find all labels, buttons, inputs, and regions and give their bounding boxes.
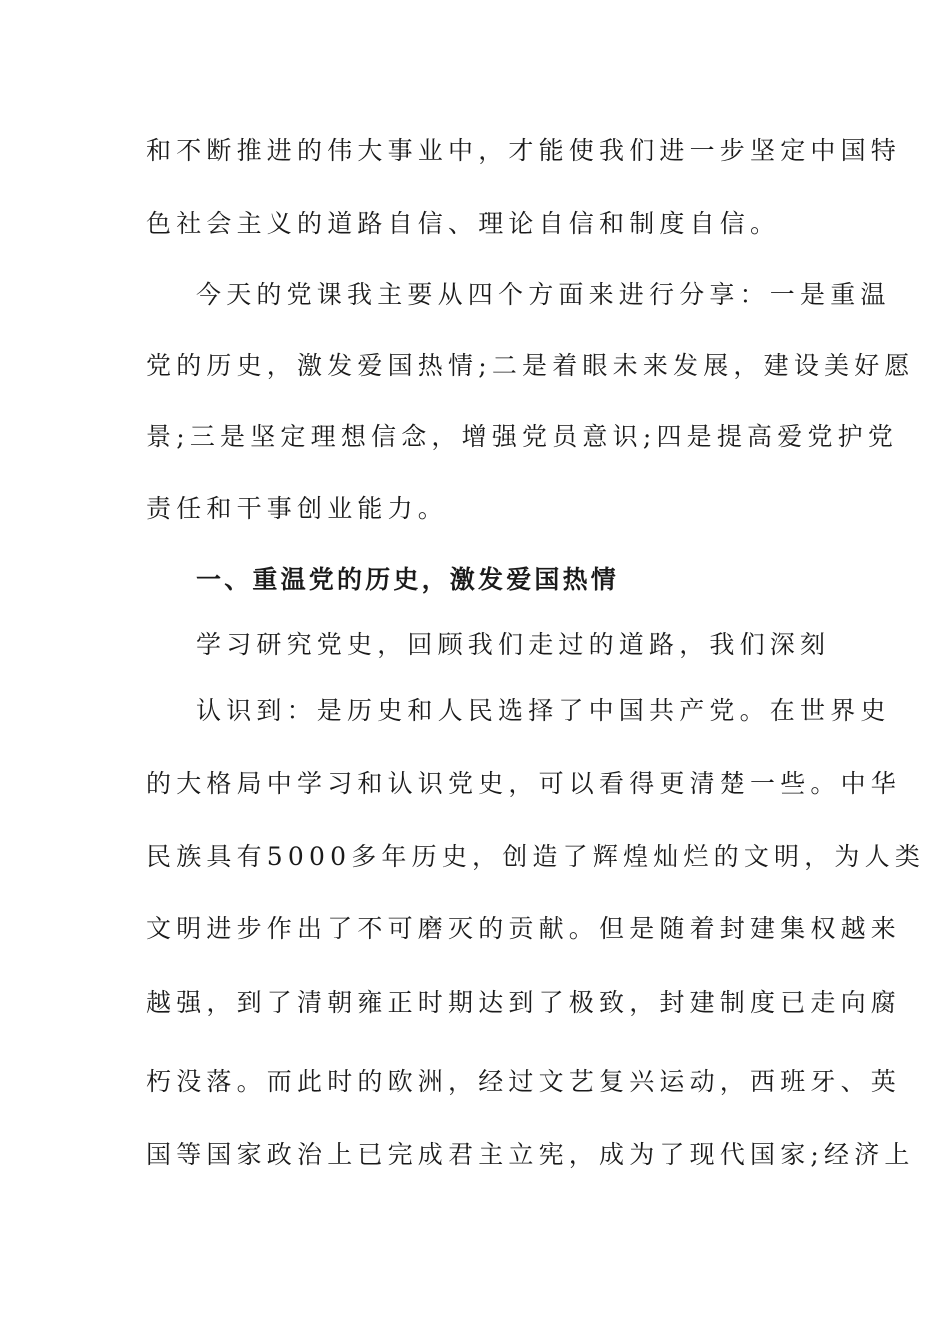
text-line: 景;三是坚定理想信念，增强党员意识;四是提高爱党护党: [146, 422, 899, 451]
section-heading: 一、重温党的历史，激发爱国热情: [196, 565, 620, 594]
text-line: 民族具有5000多年历史，创造了辉煌灿烂的文明，为人类: [146, 842, 926, 871]
text-line: 的大格局中学习和认识党史，可以看得更清楚一些。中华: [146, 769, 902, 798]
text-line: 越强，到了清朝雍正时期达到了极致，封建制度已走向腐: [146, 988, 902, 1017]
text-line: 朽没落。而此时的欧洲，经过文艺复兴运动，西班牙、英: [146, 1067, 902, 1096]
text-line: 色社会主义的道路自信、理论自信和制度自信。: [146, 209, 781, 238]
text-line: 责任和干事创业能力。: [146, 494, 449, 523]
paragraph-first-line: 认识到：是历史和人民选择了中国共产党。在世界史: [196, 696, 891, 725]
text-line: 文明进步作出了不可磨灭的贡献。但是随着封建集权越来: [146, 914, 902, 943]
text-line: 和不断推进的伟大事业中，才能使我们进一步坚定中国特: [146, 136, 902, 165]
paragraph-first-line: 学习研究党史，回顾我们走过的道路，我们深刻: [196, 630, 831, 659]
paragraph-first-line: 今天的党课我主要从四个方面来进行分享：一是重温: [196, 280, 891, 309]
text-line: 党的历史，激发爱国热情;二是着眼未来发展，建设美好愿: [146, 351, 915, 380]
text-line: 国等国家政治上已完成君主立宪，成为了现代国家;经济上: [146, 1140, 915, 1169]
